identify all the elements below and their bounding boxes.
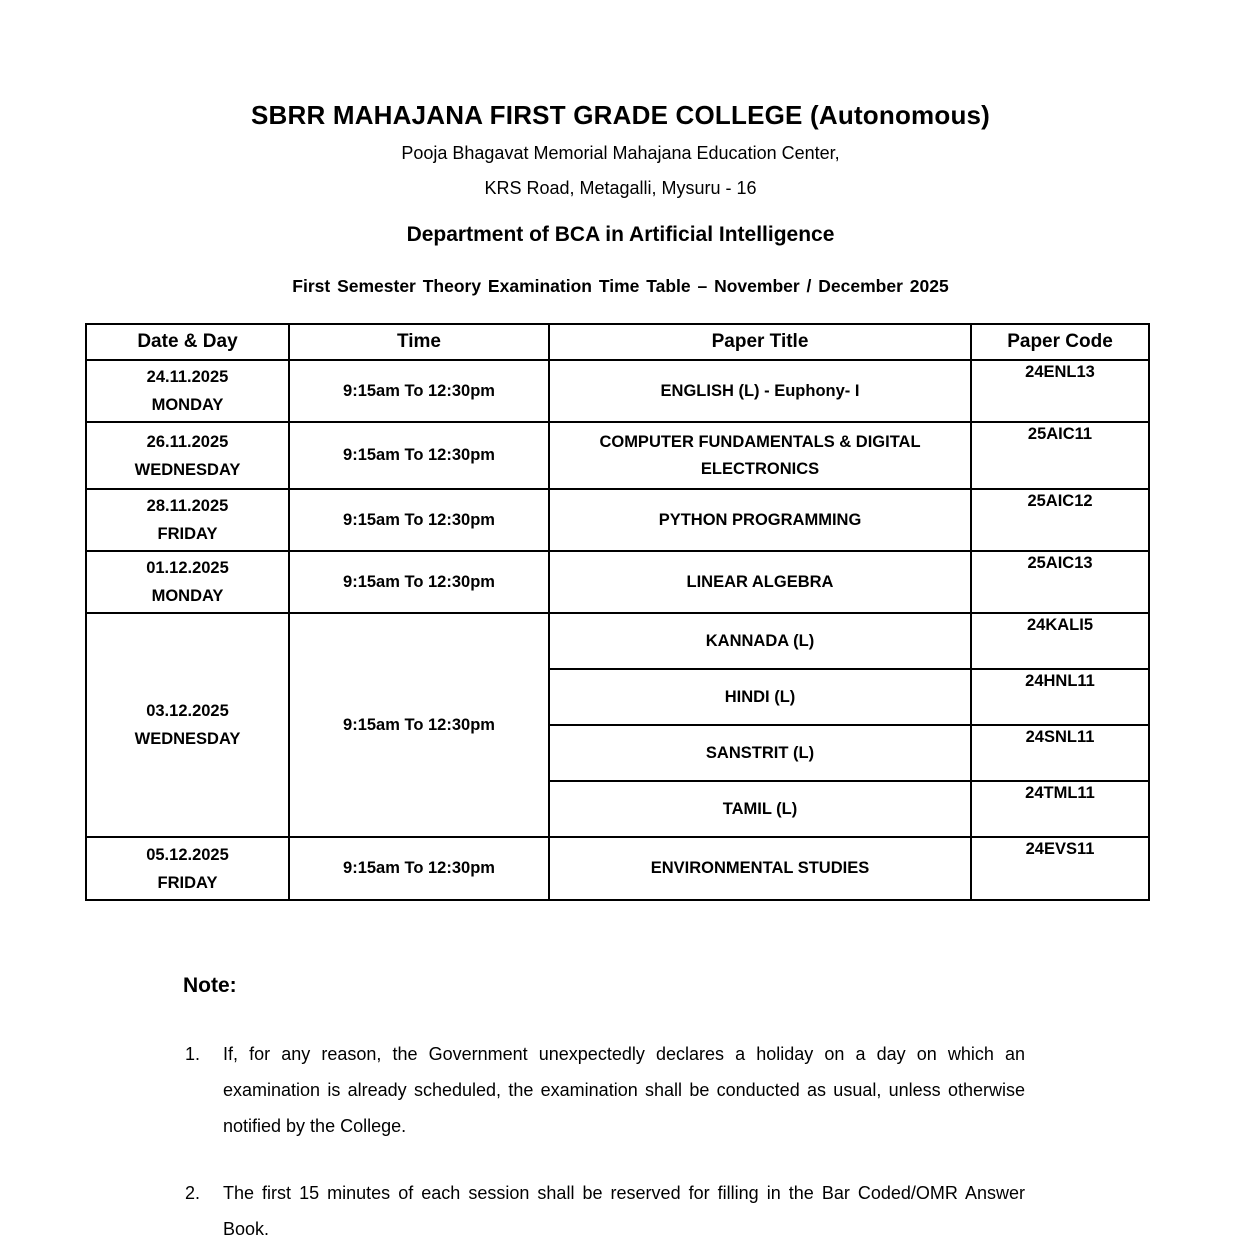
day-text: FRIDAY	[157, 525, 218, 544]
table-row	[86, 551, 1149, 613]
note-text: The first 15 minutes of each session shall be reserved for filling in the Bar Coded/OMR Answer Book.	[223, 1183, 1025, 1240]
document-header	[0, 100, 1241, 297]
department-title: Department of BCA in Artificial Intelligence	[406, 223, 835, 247]
paper-title-cell: KANNADA (L)	[549, 613, 971, 669]
date-day-cell	[86, 613, 289, 837]
time-cell: 9:15am To 12:30pm	[289, 360, 549, 422]
paper-code-cell: 24ENL13	[971, 360, 1149, 422]
day-text: MONDAY	[151, 396, 224, 415]
date-text: 26.11.2025	[146, 432, 229, 451]
paper-title-cell: PYTHON PROGRAMMING	[549, 489, 971, 551]
table-row	[86, 489, 1149, 551]
note-item	[183, 1036, 1063, 1144]
paper-code-cell: 24TML11	[971, 781, 1149, 837]
column-header: Paper Code	[971, 324, 1149, 360]
time-cell: 9:15am To 12:30pm	[289, 551, 549, 613]
date-text: 03.12.2025	[146, 702, 229, 721]
notes-section	[183, 974, 1241, 1247]
paper-code-cell: 24HNL11	[971, 669, 1149, 725]
timetable-body	[86, 360, 1149, 900]
paper-title-cell: HINDI (L)	[549, 669, 971, 725]
paper-code-cell: 24SNL11	[971, 725, 1149, 781]
table-row	[86, 360, 1149, 422]
paper-title-cell: COMPUTER FUNDAMENTALS & DIGITAL ELECTRONICS	[549, 422, 971, 489]
time-cell: 9:15am To 12:30pm	[289, 422, 549, 489]
date-text: 01.12.2025	[146, 559, 229, 578]
day-text: WEDNESDAY	[134, 460, 241, 479]
address-line-2: KRS Road, Metagalli, Mysuru - 16	[484, 178, 757, 199]
column-header: Date & Day	[86, 324, 289, 360]
day-text: FRIDAY	[157, 873, 218, 892]
date-text: 05.12.2025	[146, 845, 229, 864]
time-cell: 9:15am To 12:30pm	[289, 837, 549, 900]
paper-title-cell: TAMIL (L)	[549, 781, 971, 837]
date-day-cell	[86, 422, 289, 489]
address-line-1: Pooja Bhagavat Memorial Mahajana Education Center,	[401, 143, 840, 163]
note-number: 1.	[185, 1044, 201, 1065]
paper-code-cell: 25AIC13	[971, 551, 1149, 613]
paper-title-cell: LINEAR ALGEBRA	[549, 551, 971, 613]
paper-title-cell: SANSTRIT (L)	[549, 725, 971, 781]
paper-title-cell: ENGLISH (L) - Euphony- I	[549, 360, 971, 422]
college-name: SBRR MAHAJANA FIRST GRADE COLLEGE (Autonomous)	[250, 100, 991, 130]
timetable-title: First Semester Theory Examination Time Table – November / December 2025	[292, 276, 949, 297]
exam-timetable	[85, 323, 1150, 901]
time-cell: 9:15am To 12:30pm	[289, 489, 549, 551]
day-text: MONDAY	[151, 587, 224, 606]
paper-code-cell: 25AIC11	[971, 422, 1149, 489]
date-day-cell	[86, 837, 289, 900]
notes-list	[183, 1036, 1063, 1247]
paper-code-cell: 24KALI5	[971, 613, 1149, 669]
note-text: If, for any reason, the Government unexpectedly declares a holiday on a day on which an examination is already scheduled, the examination shall be conducted as usual, unless otherwise notified by the College.	[223, 1044, 1025, 1137]
date-day-cell	[86, 360, 289, 422]
time-cell: 9:15am To 12:30pm	[289, 613, 549, 837]
table-row	[86, 422, 1149, 489]
column-header: Time	[289, 324, 549, 360]
table-header-row	[86, 324, 1149, 360]
paper-title-cell: ENVIRONMENTAL STUDIES	[549, 837, 971, 900]
paper-code-cell: 24EVS11	[971, 837, 1149, 900]
date-day-cell	[86, 489, 289, 551]
column-header: Paper Title	[549, 324, 971, 360]
table-row	[86, 837, 1149, 900]
date-text: 28.11.2025	[146, 497, 229, 516]
day-text: WEDNESDAY	[134, 730, 241, 749]
date-text: 24.11.2025	[146, 368, 229, 387]
note-item	[183, 1175, 1063, 1247]
date-day-cell	[86, 551, 289, 613]
note-number: 2.	[185, 1183, 201, 1204]
paper-code-cell: 25AIC12	[971, 489, 1149, 551]
table-row	[86, 613, 1149, 669]
notes-heading: Note:	[183, 974, 237, 998]
